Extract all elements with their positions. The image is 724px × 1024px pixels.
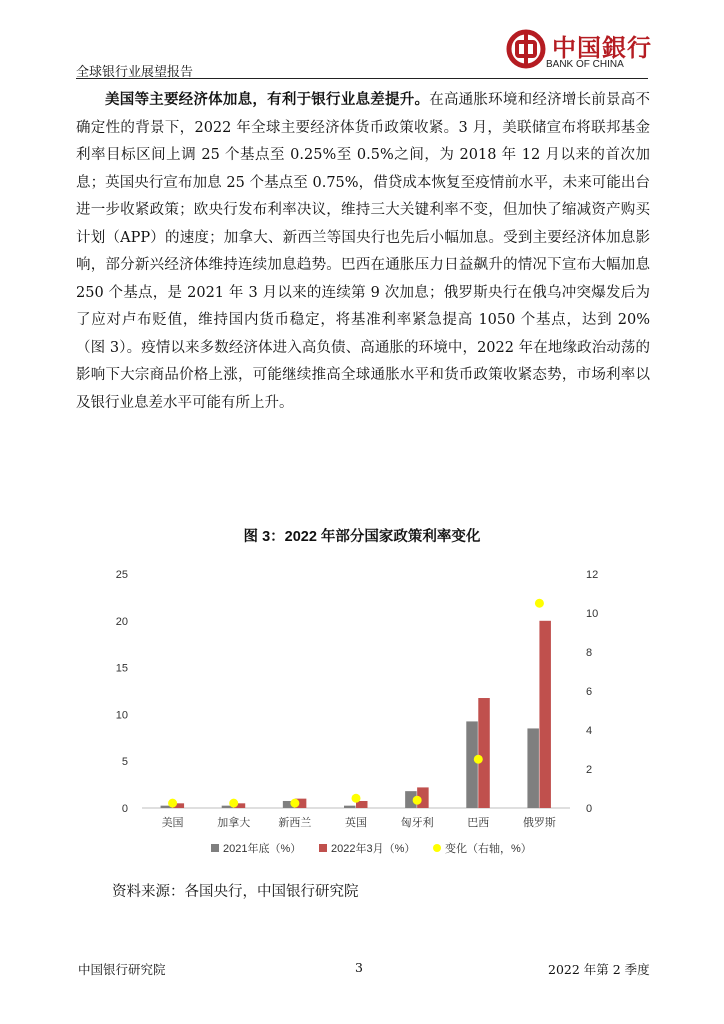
logo-english-name: BANK OF CHINA bbox=[546, 59, 624, 70]
x-tick-label: 加拿大 bbox=[217, 817, 251, 829]
x-tick-label: 匈牙利 bbox=[400, 817, 434, 829]
bar-2022-mar bbox=[478, 698, 490, 808]
y-left-tick-label: 20 bbox=[115, 615, 128, 628]
y-right-tick-label: 4 bbox=[586, 725, 593, 737]
logo-chinese-name: 中国銀行 bbox=[552, 33, 652, 62]
footer-quarter: 2022 年第 2 季度 bbox=[548, 962, 650, 977]
policy-rate-chart bbox=[108, 560, 648, 870]
page-number: 3 bbox=[355, 960, 363, 975]
bank-of-china-emblem-icon bbox=[506, 29, 546, 69]
x-tick-label: 俄罗斯 bbox=[522, 817, 556, 829]
paragraph-text: 在高通胀环境和经济增长前景高不确定性的背景下，2022 年全球主要经济体货币政策收紧。3 月，美联储宣布将联邦基金利率目标区间上调 25 个基点至 0.25%至 0.5%之间，为 2018 年 12 月以来的首次加息；英国央行宣布加息 25 个基点至 0.75%，借贷成本恢复至疫情前水平，未来可能出台进一步收紧政策；欧央行发布利率决议，维持三大关键利率不变，但加快了缩减资产购买计划（APP）的速度；加拿大、新西兰等国央行也先后小幅加息。受到主要经济体加息影响，部分新兴经济体维持连续加息趋势。巴西在通胀压力日益飙升的情况下宣布大幅加息 250 个基点，是 2021 年 3 月以来的连续第 9 次加息；俄罗斯央行在俄乌冲突爆发后为了应对卢布贬值，维持国内货币稳定，将基准利率紧急提高 1050 个基点，达到 20%（图 3）。疫情以来多数经济体进入高负债、高通胀的环境中，2022 年在地缘政治动荡的影响下大宗商品价格上涨，可能继续推高全球通胀水平和货币政策收紧态势，市场利率以及银行业息差水平可能有所上升。 bbox=[76, 92, 651, 411]
bank-of-china-logo bbox=[506, 27, 652, 75]
x-tick-label: 新西兰 bbox=[278, 817, 312, 829]
change-dot bbox=[290, 799, 299, 808]
y-left-tick-label: 0 bbox=[121, 803, 128, 815]
change-dot bbox=[229, 799, 238, 808]
y-left-tick-label: 25 bbox=[115, 569, 128, 581]
legend-label: 变化（右轴，%） bbox=[445, 843, 532, 855]
legend-swatch bbox=[319, 844, 327, 852]
bar-2022-mar bbox=[539, 621, 551, 808]
y-right-tick-label: 10 bbox=[586, 608, 599, 620]
change-dot bbox=[413, 796, 422, 805]
chart-svg bbox=[108, 560, 648, 870]
change-dot bbox=[535, 599, 544, 608]
y-left-tick-label: 10 bbox=[115, 709, 128, 722]
bar-2021 bbox=[527, 728, 539, 808]
source-note: 资料来源：各国央行，中国银行研究院 bbox=[112, 884, 359, 900]
legend-label: 2022年3月（%） bbox=[331, 843, 416, 855]
figure-title: 图 3：2022 年部分国家政策利率变化 bbox=[243, 529, 481, 545]
change-dot bbox=[352, 794, 361, 803]
y-right-tick-label: 8 bbox=[586, 647, 593, 659]
y-left-tick-label: 15 bbox=[115, 662, 128, 675]
report-title: 全球银行业展望报告 bbox=[76, 65, 194, 80]
x-tick-label: 英国 bbox=[345, 817, 367, 829]
bar-2021 bbox=[344, 806, 356, 808]
legend-swatch bbox=[433, 844, 441, 852]
change-dot bbox=[474, 755, 483, 764]
y-right-tick-label: 0 bbox=[586, 803, 593, 815]
legend-swatch bbox=[211, 844, 219, 852]
x-tick-label: 巴西 bbox=[467, 817, 490, 829]
y-right-tick-label: 2 bbox=[586, 764, 593, 776]
y-left-tick-label: 5 bbox=[121, 756, 128, 769]
bar-2021 bbox=[466, 721, 478, 808]
paragraph-lead: 美国等主要经济体加息，有利于银行业息差提升。 bbox=[105, 91, 430, 108]
y-right-tick-label: 6 bbox=[586, 686, 593, 698]
change-dot bbox=[168, 799, 177, 808]
header-divider bbox=[76, 78, 648, 79]
y-right-tick-label: 12 bbox=[586, 569, 599, 581]
x-tick-label: 美国 bbox=[161, 817, 184, 829]
legend-label: 2021年底（%） bbox=[223, 843, 302, 855]
footer-institute: 中国银行研究院 bbox=[78, 962, 166, 977]
body-paragraph bbox=[76, 86, 650, 417]
